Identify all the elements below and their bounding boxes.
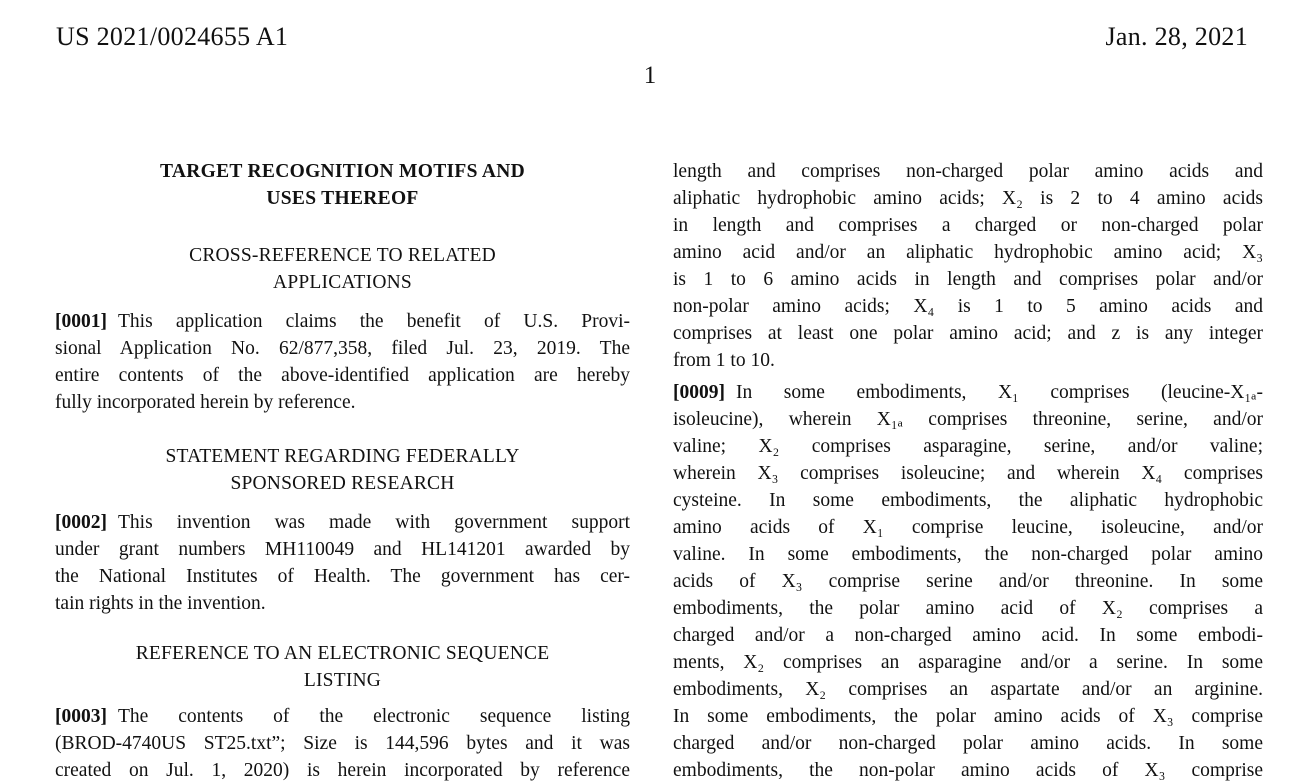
text-line: embodiments, the polar amino acid of X₂ comprises a <box>673 598 1263 619</box>
text-line: comprises at least one polar amino acid; and z is any integer <box>673 323 1263 344</box>
heading-line: LISTING <box>303 670 382 691</box>
paragraph-0001 <box>55 308 630 416</box>
text-line: amino acids of X₁ comprise leucine, isoleucine, and/or <box>673 517 1263 538</box>
text-line: created on Jul. 1, 2020) is herein incorporated by reference <box>55 760 630 781</box>
text-line: entire contents of the above-identified application are hereby <box>55 365 630 386</box>
right-column <box>673 158 1263 781</box>
text-line: valine; X₂ comprises asparagine, serine, and/or valine; <box>673 436 1263 457</box>
text-line: from 1 to 10. <box>673 350 775 371</box>
section-heading-cross-reference <box>55 242 630 296</box>
text-line: valine. In some embodiments, the non-charged polar amino <box>673 544 1263 565</box>
text-line: length and comprises non-charged polar amino acids and <box>673 161 1263 182</box>
text-line: embodiments, X₂ comprises an aspartate and/or an arginine. <box>673 679 1263 700</box>
text-line: charged and/or non-charged polar amino acids. In some <box>673 733 1263 754</box>
left-column <box>55 158 630 781</box>
text-line: in length and comprises a charged or non-charged polar <box>673 215 1263 236</box>
page-number: 1 <box>643 62 657 89</box>
text-line: embodiments, the non-polar amino acids of X₃ comprise <box>673 760 1263 781</box>
text-line-content: This invention was made with government support <box>118 512 630 533</box>
text-line-content: This application claims the benefit of U.S. Provi- <box>118 311 630 332</box>
text-line: is 1 to 6 amino acids in length and comprises polar and/or <box>673 269 1263 290</box>
text-line: aliphatic hydrophobic amino acids; X₂ is 2 to 4 amino acids <box>673 188 1263 209</box>
text-line: (BROD-4740US ST25.txt”; Size is 144,596 bytes and it was <box>55 733 630 754</box>
invention-title-line: TARGET RECOGNITION MOTIFS AND <box>160 161 525 182</box>
paragraph-tag: [0009] <box>673 382 725 403</box>
text-line-content: In some embodiments, X₁ comprises (leucine-X₁ₐ- <box>736 382 1263 403</box>
text-line: wherein X₃ comprises isoleucine; and wherein X₄ comprises <box>673 463 1263 484</box>
text-line-content: The contents of the electronic sequence listing <box>118 706 630 727</box>
text-line <box>673 379 1263 406</box>
text-line: ments, X₂ comprises an asparagine and/or a serine. In some <box>673 652 1263 673</box>
paragraph-0002 <box>55 509 630 617</box>
text-line: the National Institutes of Health. The government has cer- <box>55 566 630 587</box>
heading-line: STATEMENT REGARDING FEDERALLY <box>165 446 520 467</box>
heading-line: APPLICATIONS <box>273 272 412 293</box>
text-line <box>55 308 630 335</box>
section-heading-federally-sponsored <box>55 443 630 497</box>
paragraph-tag: [0003] <box>55 706 107 727</box>
text-line: non-polar amino acids; X₄ is 1 to 5 amino acids and <box>673 296 1263 317</box>
publication-date: Jan. 28, 2021 <box>1105 22 1248 51</box>
text-line <box>55 703 630 730</box>
heading-line: SPONSORED RESEARCH <box>230 473 455 494</box>
text-line: tain rights in the invention. <box>55 593 266 614</box>
text-line <box>55 509 630 536</box>
paragraph-continuation <box>673 158 1263 374</box>
paragraph-tag: [0001] <box>55 311 107 332</box>
paragraph-tag: [0002] <box>55 512 107 533</box>
text-line: amino acid and/or an aliphatic hydrophobic amino acid; X₃ <box>673 242 1263 263</box>
text-line: isoleucine), wherein X₁ₐ comprises threonine, serine, and/or <box>673 409 1263 430</box>
text-line: charged and/or a non-charged amino acid. In some embodi- <box>673 625 1263 646</box>
text-line: cysteine. In some embodiments, the aliphatic hydrophobic <box>673 490 1263 511</box>
text-line: acids of X₃ comprise serine and/or threonine. In some <box>673 571 1263 592</box>
publication-number: US 2021/0024655 A1 <box>56 22 289 51</box>
paragraph-0003 <box>55 703 630 784</box>
text-line: under grant numbers MH110049 and HL141201 awarded by <box>55 539 630 560</box>
heading-line: REFERENCE TO AN ELECTRONIC SEQUENCE <box>135 643 550 664</box>
paragraph-0009 <box>673 379 1263 784</box>
heading-line: CROSS-REFERENCE TO RELATED <box>189 245 496 266</box>
text-line: sional Application No. 62/877,358, filed Jul. 23, 2019. The <box>55 338 630 359</box>
section-heading-sequence-listing <box>55 640 630 694</box>
invention-title <box>55 158 630 212</box>
text-line: fully incorporated herein by reference. <box>55 392 356 413</box>
text-line: In some embodiments, the polar amino acids of X₃ comprise <box>673 706 1263 727</box>
invention-title-line: USES THEREOF <box>266 188 419 209</box>
